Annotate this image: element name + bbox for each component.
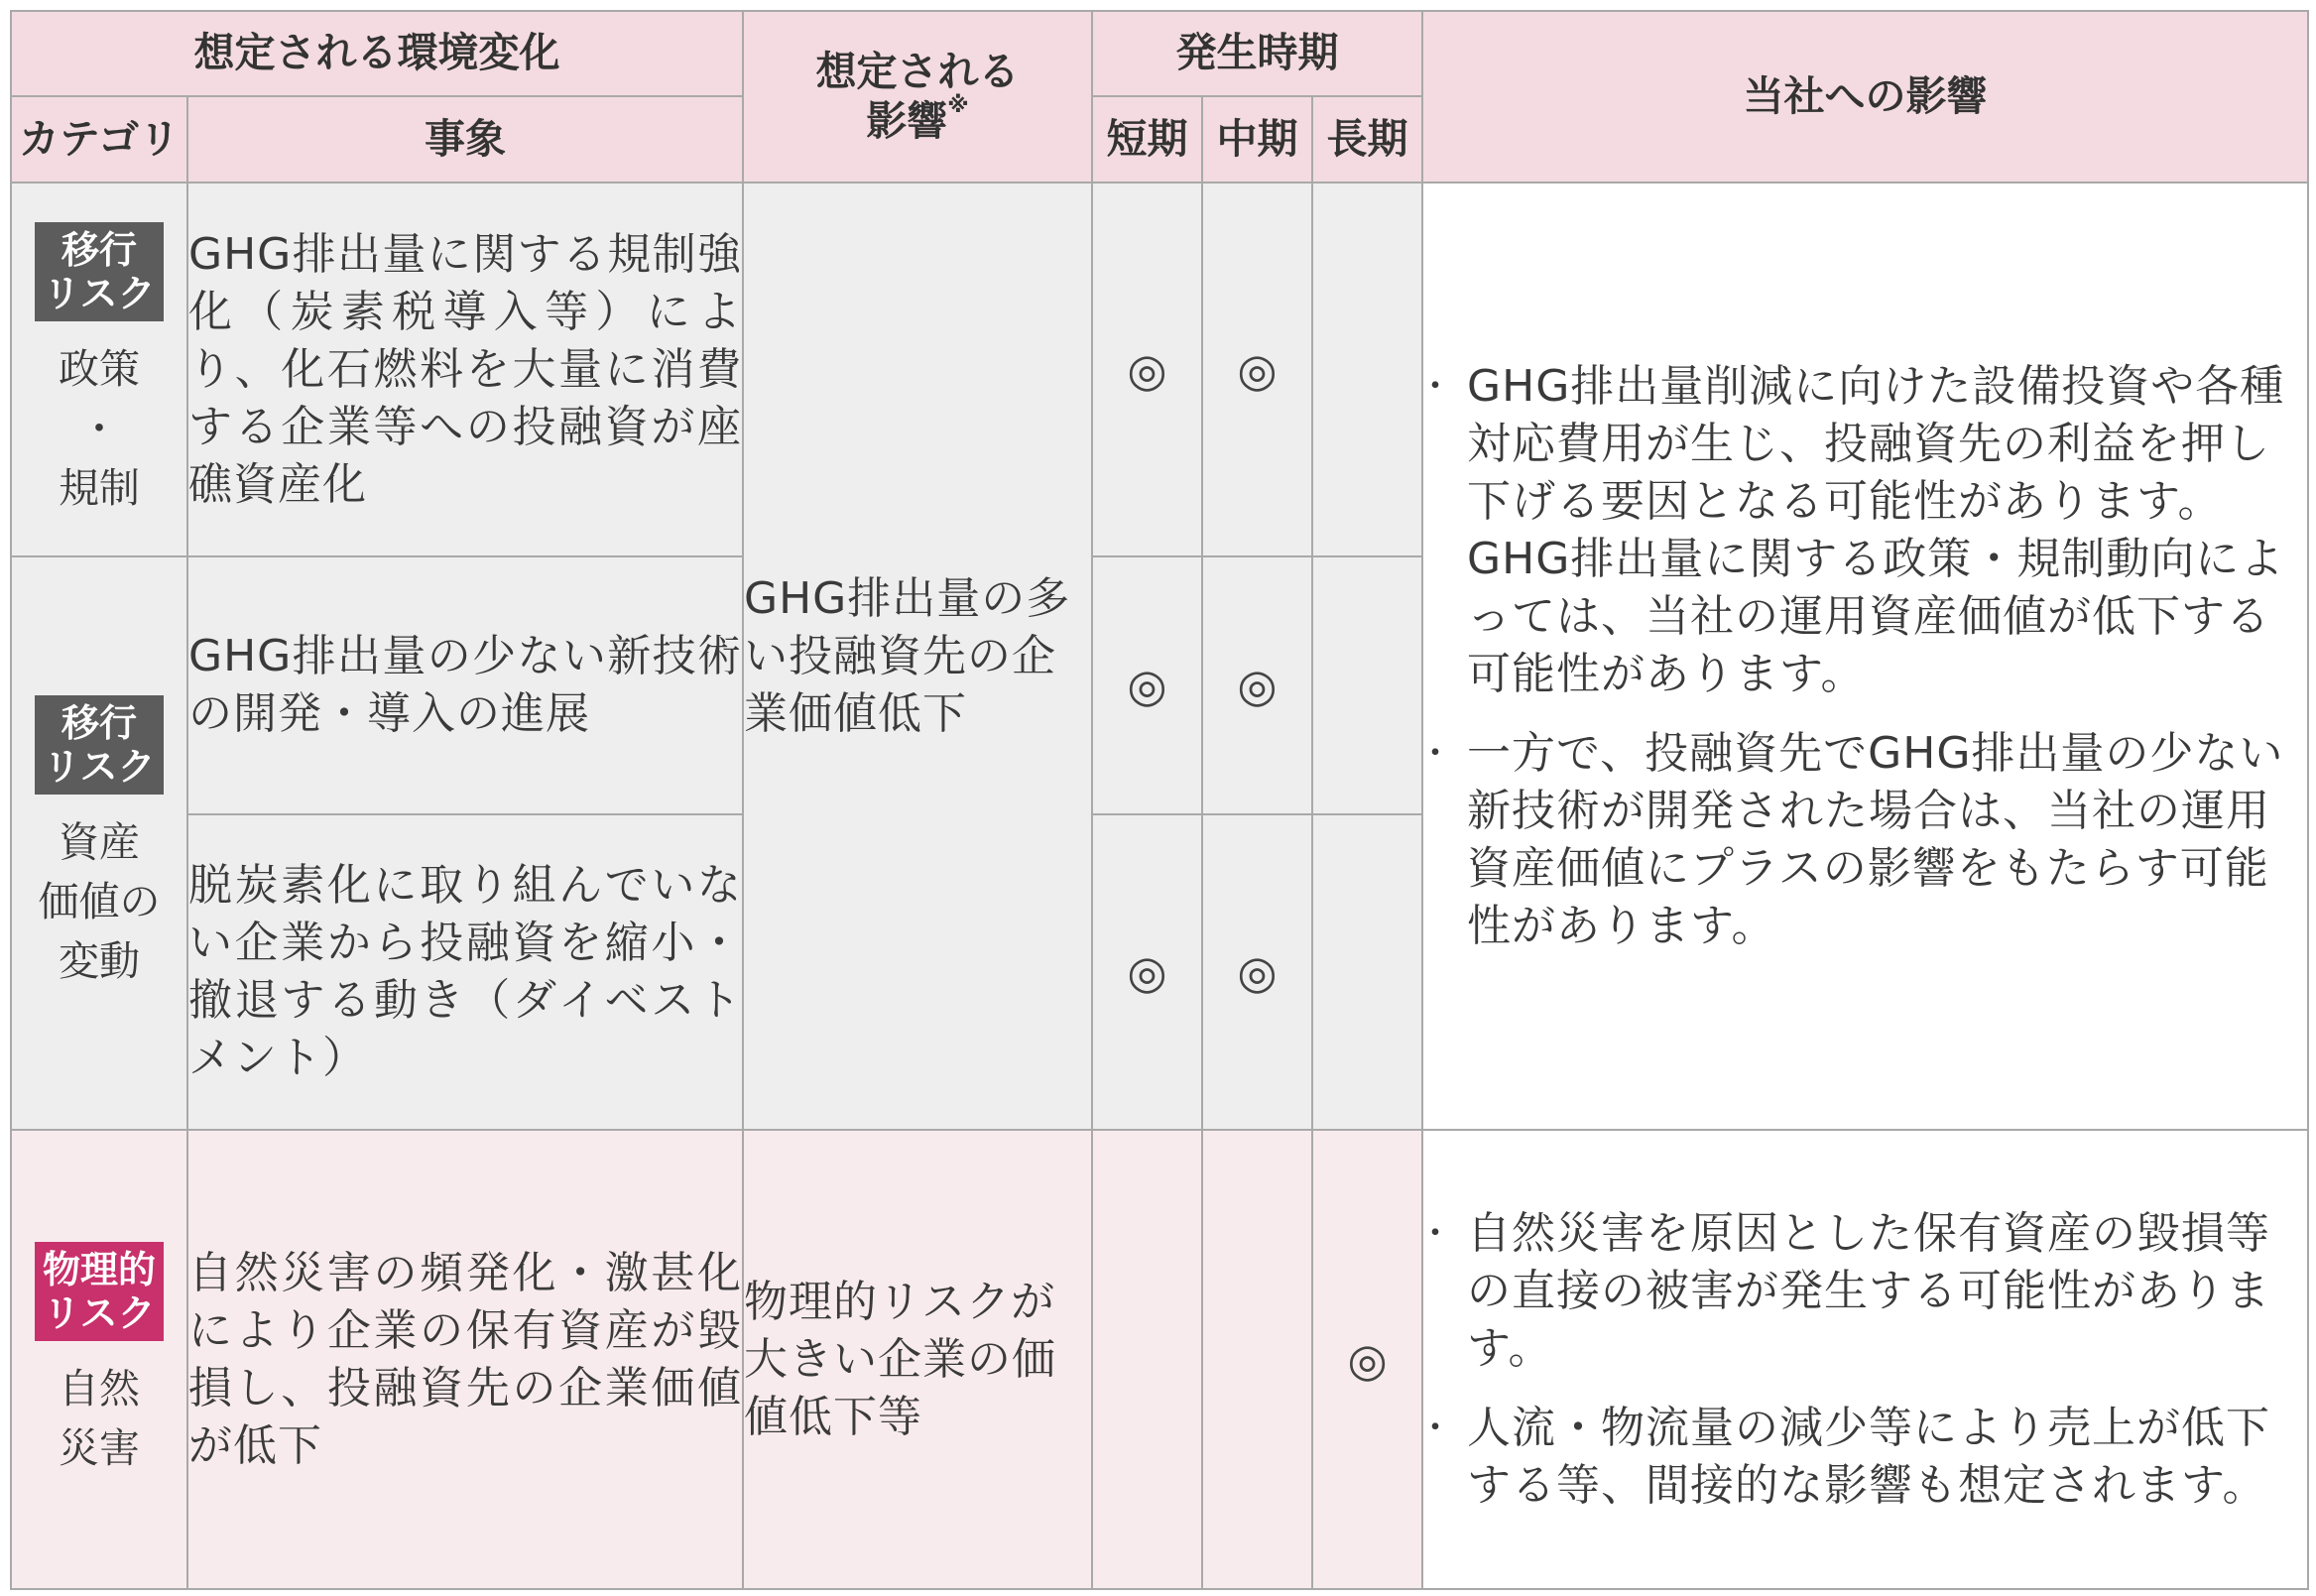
header-category: カテゴリ <box>11 96 187 183</box>
header-impact-line2-wrap <box>744 92 1091 146</box>
physical-impact-cell: 物理的リスクが大きい企業の価値低下等 <box>743 1130 1092 1589</box>
table-row <box>11 183 2308 556</box>
header-mid-term: 中期 <box>1202 96 1312 183</box>
transition-risk-badge: 移行 リスク <box>35 222 163 321</box>
transition-company-bullet1-p2: GHG排出量に関する政策・規制動向によっては、当社の運用資産価値が低下する可能性があります。 <box>1467 533 2285 699</box>
transition-company-impact-cell <box>1422 183 2308 1130</box>
long-term-mark <box>1312 556 1422 814</box>
event-cell: GHG排出量の少ない新技術の開発・導入の進展 <box>187 556 743 814</box>
category-asset-value-change: 資産 価値の 変動 <box>38 818 161 985</box>
mid-term-mark: ◎ <box>1202 814 1312 1130</box>
header-impact-line2: 影響 <box>866 96 948 145</box>
long-term-mark <box>1312 183 1422 556</box>
category-policy-regulation: 政策 ・ 規制 <box>59 344 140 512</box>
header-impact-note: ※ <box>947 92 969 118</box>
short-term-mark: ◎ <box>1092 556 1202 814</box>
category-natural-disaster: 自然 災害 <box>59 1364 140 1472</box>
table-row <box>11 1130 2308 1589</box>
mid-term-mark: ◎ <box>1202 556 1312 814</box>
header-short-term: 短期 <box>1092 96 1202 183</box>
physical-company-bullet1: ・ 自然災害を原因とした保有資産の毀損等の直接の被害が発生する可能性があります。 <box>1467 1207 2271 1374</box>
header-expected-impact <box>743 11 1092 183</box>
event-cell: 自然災害の頻発化・激甚化により企業の保有資産が毀損し、投融資先の企業価値が低下 <box>187 1130 743 1589</box>
header-env-change: 想定される環境変化 <box>11 11 743 96</box>
physical-company-bullet2: ・ 人流・物流量の減少等により売上が低下する等、間接的な影響も想定されます。 <box>1467 1402 2271 1511</box>
header-row-1 <box>11 11 2308 96</box>
category-cell <box>11 1130 187 1589</box>
header-company-impact: 当社への影響 <box>1422 11 2308 183</box>
header-long-term: 長期 <box>1312 96 1422 183</box>
physical-company-list <box>1423 1205 2307 1515</box>
risk-table-container <box>10 10 2309 1590</box>
short-term-mark <box>1092 1130 1202 1589</box>
transition-risk-badge: 移行 リスク <box>35 695 163 795</box>
list-item <box>1423 1400 2307 1515</box>
header-event: 事象 <box>187 96 743 183</box>
long-term-mark: ◎ <box>1312 1130 1422 1589</box>
event-cell: GHG排出量に関する規制強化（炭素税導入等）により、化石燃料を大量に消費する企業等への投融資が座礁資産化 <box>187 183 743 556</box>
physical-risk-badge: 物理的 リスク <box>35 1242 164 1341</box>
mid-term-mark <box>1202 1130 1312 1589</box>
list-item <box>1423 358 2307 703</box>
header-impact-line1: 想定される <box>815 48 1020 96</box>
header-timing: 発生時期 <box>1092 11 1422 96</box>
transition-impact-cell: GHG排出量の多い投融資先の企業価値低下 <box>743 183 1092 1130</box>
short-term-mark: ◎ <box>1092 183 1202 556</box>
mid-term-mark: ◎ <box>1202 183 1312 556</box>
climate-risk-table <box>10 10 2309 1590</box>
category-cell <box>11 183 187 556</box>
physical-company-impact-cell <box>1422 1130 2308 1589</box>
category-cell <box>11 556 187 1130</box>
event-cell: 脱炭素化に取り組んでいない企業から投融資を縮小・撤退する動き（ダイベストメント） <box>187 814 743 1130</box>
list-item <box>1423 725 2307 955</box>
transition-company-bullet2: ・ 一方で、投融資先でGHG排出量の少ない新技術が開発された場合は、当社の運用資産価値にプラスの影響をもたらす可能性があります。 <box>1467 727 2284 951</box>
transition-company-list <box>1423 358 2307 955</box>
long-term-mark <box>1312 814 1422 1130</box>
transition-company-bullet1-p1: ・ GHG排出量削減に向けた設備投資や各種対応費用が生じ、投融資先の利益を押し下げる要因となる可能性があります。 <box>1467 360 2285 527</box>
list-item <box>1423 1205 2307 1378</box>
short-term-mark: ◎ <box>1092 814 1202 1130</box>
